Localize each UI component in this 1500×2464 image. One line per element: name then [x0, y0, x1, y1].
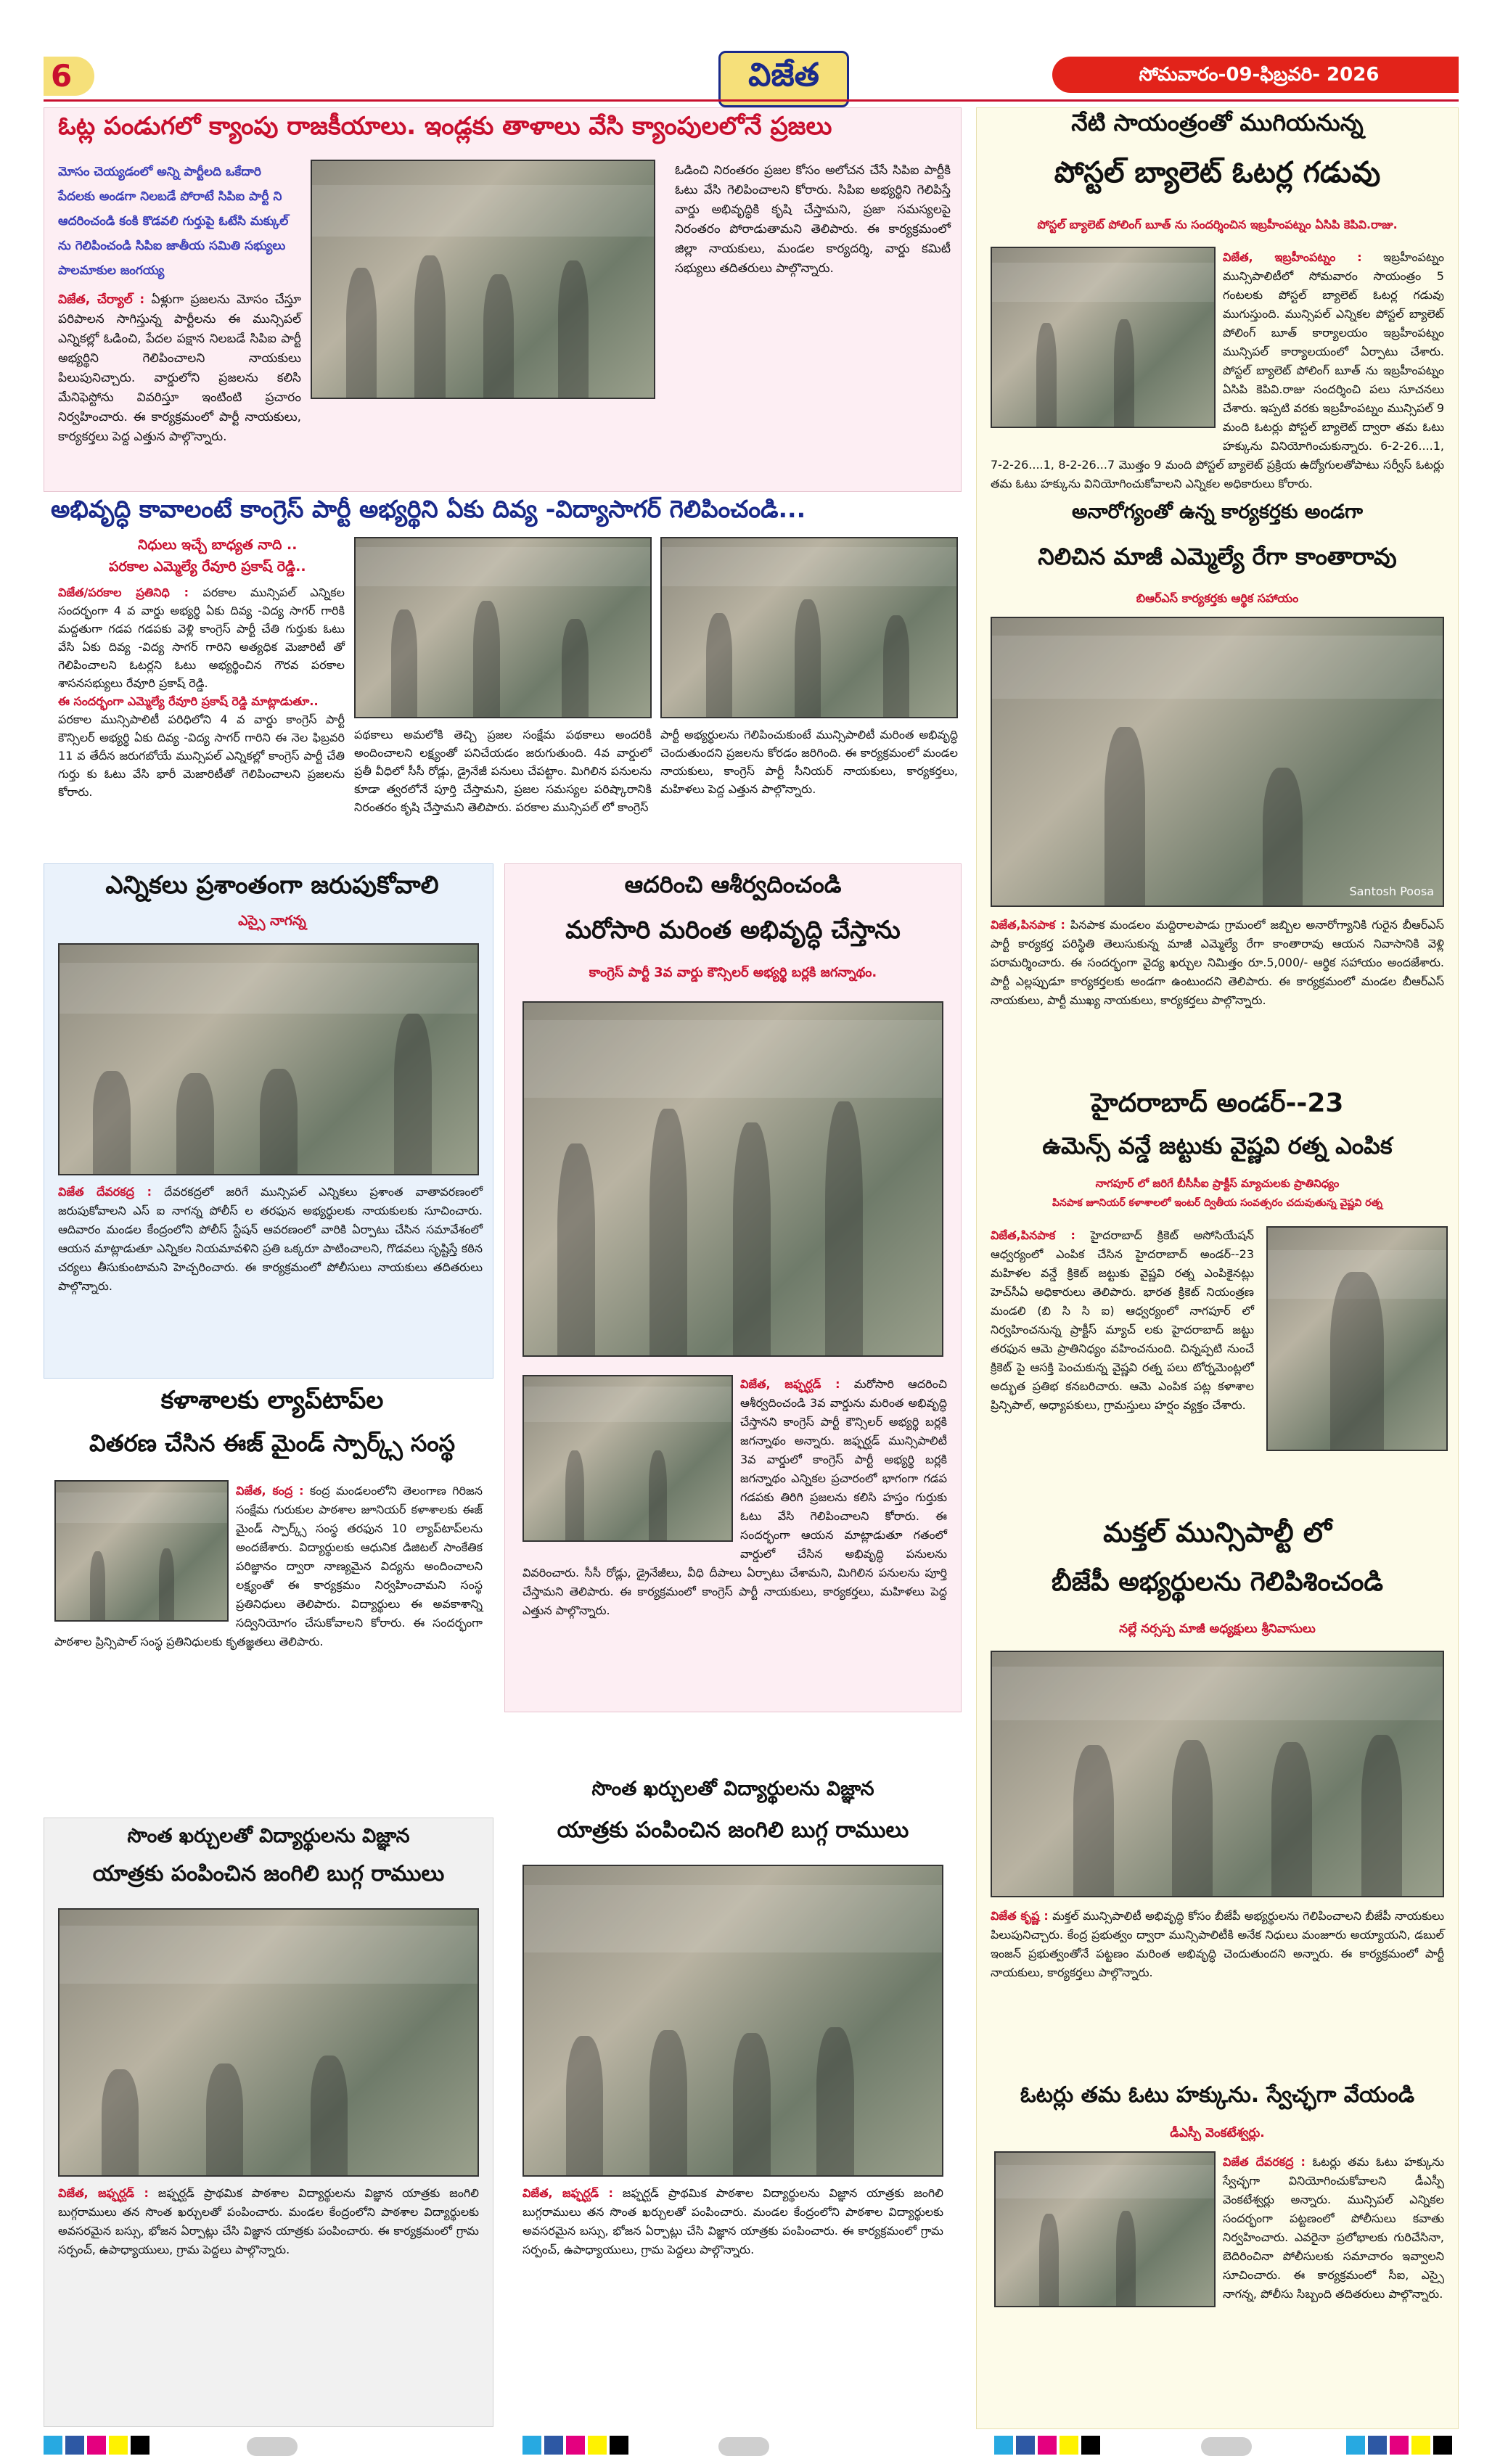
bjp-photo — [991, 1651, 1444, 1897]
congress-photo-1 — [354, 537, 652, 718]
postal-sub: పోస్టల్ బ్యాలెట్ పోలింగ్ బూత్ ను సందర్శించిన ఇబ్రహీంపట్నం ఏసిపి కెపివి.రాజు. — [1037, 218, 1398, 231]
science-mid-body — [522, 2184, 943, 2259]
bjp-text: మక్తల్ మున్సిపాలిటీ అభివృద్ధి కోసం బీజేపీ అభ్యర్థులను గెలిపించాలని బీజేపీ నాయకులు పిలుపునిచ్చారు. కేంద్ర ప్రభుత్వం ద్వారా మున్సిపాలిటీకి అనేక నిధులు మంజూరు అయ్యాయని, డబుల్ ఇంజన్ ప్రభుత్వంతోనే పట్టణం మరింత అభివృద్ధి చెందుతుందని అన్నారు. ఈ కార్యక్రమంలో పార్టీ నాయకులు, కార్యకర్తలు పాల్గొన్నారు. — [991, 1909, 1445, 1979]
elections-text: దేవరకద్రలో జరిగే మున్సిపల్ ఎన్నికలు ప్రశాంత వాతావరణంలో జరుపుకోవాలని ఎస్ ఐ నాగన్న పోలీస్ ల తరఫున అభ్యర్థులకు నాయకులకు సూచించారు. ఆదివారం మండల కేంద్రంలోని పోలీస్ స్టేషన్ ఆవరణంలో వారికి ఏర్పాటు చేసిన సమావేశంలో ఆయన మాట్లాడుతూ ఎన్నికల నియమావళిని ప్రతి ఒక్కరూ పాటించాలని, గొడవలు సృష్టిస్తే కఠిన చర్యలు తీసుకుంటామని హెచ్చరించారు. ఈ కార్యక్రమంలో పోలీసులు నాయకులు తదితరులు పాల్గొన్నారు. — [58, 1185, 483, 1293]
color-swatch — [994, 2436, 1013, 2455]
bjp-dateline: విజేత కృష్ణ : — [991, 1909, 1049, 1923]
congress-headline: అభివృద్ధి కావాలంటే కాంగ్రెస్ పార్టీ అభ్యర్థిని ఏకు దివ్య -విద్యాసాగర్ గెలిపించండి... — [51, 495, 806, 523]
top-story-summary: మోసం చెయ్యడంలో అన్ని పార్టీలది ఒకేదారి పేదలకు అండగా నిలబడే పోరాటే సిపిఐ పార్టీ ని ఆదరించండి కంకి కొడవలి గుర్తుపై ఓటేసి మక్కుల్ ను గెలిపించండి సిపిఐ జాతీయ సమితి సభ్యులు పాలమాకుల జంగయ్య — [58, 165, 289, 278]
science-mid-photo — [522, 1865, 943, 2177]
cricket-body — [991, 1226, 1444, 1458]
color-swatch — [1346, 2436, 1365, 2455]
postal-headline-2: పోస్టల్ బ్యాలెట్ ఓటర్ల గడువు — [1054, 156, 1381, 189]
ward3-headline-2: మరోసారి మరింత అభివృద్ధి చేస్తాను — [565, 916, 901, 945]
header-rule — [44, 99, 1459, 102]
color-swatch — [544, 2436, 563, 2455]
color-swatch — [109, 2436, 128, 2455]
congress-col1-note: ఈ సందర్భంగా ఎమ్మెల్యే రేవూరి ప్రకాష్ రెడ్డి మాట్లాడుతూ.. — [58, 694, 319, 708]
color-swatch — [1390, 2436, 1409, 2455]
registration-pill-3 — [1201, 2437, 1252, 2456]
laptops-headline-2: వితరణ చేసిన ఈజ్ మైండ్ స్పార్క్స్ సంస్థ — [89, 1429, 456, 1457]
laptops-dateline: విజేత, కంద్ర : — [236, 1484, 304, 1498]
color-swatch — [1081, 2436, 1100, 2455]
vote-text: ఓటర్లు తమ ఓటు హక్కును స్వేచ్ఛగా వినియోగించుకోవాలని డీఎస్పీ వెంకటేశ్వర్లు అన్నారు. మున్సిపల్ ఎన్నికల సందర్భంగా పట్టణంలో పోలీసులు కవాతు నిర్వహించారు. ఎవరైనా ప్రలోభాలకు గురిచేసినా, బెదిరించినా పోలీసులకు సమాచారం ఇవ్వాలని సూచించారు. ఈ కార్యక్రమంలో సీఐ, ఎస్సై నాగన్న, పోలీసు సిబ్బంది తదితరులు పాల్గొన్నారు. — [1223, 2155, 1444, 2301]
color-swatch — [522, 2436, 541, 2455]
color-swatch — [87, 2436, 106, 2455]
vote-headline: ఓటర్లు తమ ఓటు హక్కును. స్వేచ్ఛగా వేయండి — [1020, 2082, 1415, 2108]
congress-dateline: విజేత/పరకాల ప్రతినిధి : — [58, 586, 189, 599]
rega-headline-2: నిలిచిన మాజీ ఎమ్మెల్యే రేగా కాంతారావు — [1038, 543, 1397, 570]
laptops-text: కంద్ర మండలంలోని తెలంగాణ గిరిజన సంక్షేమ గురుకుల పాఠశాల జూనియర్ కళాశాలకు ఈజ్ మైండ్ స్పార్క్స్ సంస్థ తరఫున 10 ల్యాప్‌టాప్‌లను అందజేశారు. విద్యార్థులకు ఆధునిక డిజిటల్ సాంకేతిక పరిజ్ఞానం ద్వారా నాణ్యమైన విద్యను అందించాలని లక్ష్యంతో ఈ కార్యక్రమం నిర్వహించామని సంస్థ ప్రతినిధులు తెలిపారు. విద్యార్థులు ఈ అవకాశాన్ని సద్వినియోగం చేసుకోవాలని కోరారు. ఈ సందర్భంగా పాఠశాల ప్రిన్సిపాల్ సంస్థ ప్రతినిధులకు కృతజ్ఞతలు తెలిపారు. — [54, 1484, 483, 1648]
color-bar-group-1 — [44, 2436, 152, 2457]
science-left-headline-2: యాత్రకు పంపించిన జంగిలి బుగ్గ రాములు — [92, 1861, 445, 1886]
color-swatch — [44, 2436, 62, 2455]
color-swatch — [1368, 2436, 1387, 2455]
cricket-text: హైదరాబాద్ క్రికెట్ అసోసియేషన్ ఆధ్వర్యంలో ఎంపిక చేసిన హైదరాబాద్ అండర్--23 మహిళల వన్డే క్రికెట్ జట్టుకు వైష్ణవి రత్న ఎంపికైనట్లు హెచ్‌సీఏ అధికారులు తెలిపారు. భారత క్రికెట్ నియంత్రణ మండలి (బి సి సి ఐ) ఆధ్వర్యంలో నాగపూర్ లో నిర్వహించనున్న ప్రాక్టీస్ మ్యాచ్ లకు హైదరాబాద్ జట్టు తరఫున ఆమె ప్రాతినిధ్యం వహించనుంది. చిన్నప్పటి నుంచే క్రికెట్ పై ఆసక్తి పెంచుకున్న వైష్ణవి రత్న పలు టోర్నమెంట్లలో అద్భుత ప్రతిభ కనబరిచారు. ఆమె ఎంపిక పట్ల కళాశాల ప్రిన్సిపాల్, అధ్యాపకులు, గ్రామస్తులు హర్షం వ్యక్తం చేశారు. — [991, 1228, 1254, 1412]
color-swatch — [566, 2436, 585, 2455]
color-swatch — [1038, 2436, 1057, 2455]
elections-headline: ఎన్నికలు ప్రశాంతంగా జరుపుకోవాలి — [105, 871, 439, 900]
color-swatch — [610, 2436, 628, 2455]
rega-text: పినపాక మండలం మద్దిరాలపాడు గ్రామంలో జబ్బిల అనారోగ్యానికి గురైన బీఆర్ఎస్ పార్టీ కార్యకర్త పరిస్థితి తెలుసుకున్న మాజీ ఎమ్మెల్యే రేగా కాంతారావు ఆయన నివాసానికి వెళ్లి పరామర్శించారు. ఈ సందర్భంగా వైద్య ఖర్చుల నిమిత్తం రూ.5,000/- ఆర్థిక సహాయం అందజేశారు. పార్టీ ఎల్లప్పుడూ కార్యకర్తలకు అండగా ఉంటుందని తెలిపారు. ఈ కార్యక్రమంలో మండల బీఆర్ఎస్ నాయకులు, పార్టీ ముఖ్య నాయకులు, కార్యకర్తలు పాల్గొన్నారు. — [991, 918, 1444, 1007]
masthead: విజేత — [748, 57, 819, 94]
rega-sub: బిఆర్ఎస్ కార్యకర్తకు ఆర్థిక సహాయం — [1136, 591, 1299, 605]
ward3-dateline: విజేత, జఫ్ఫర్ఘడ్ : — [740, 1377, 840, 1391]
science-mid-text: జఫ్ఫర్ఘడ్ ప్రాథమిక పాఠశాల విద్యార్థులను విజ్ఞాన యాత్రకు జంగిలి బుగ్గరాములు తన సొంత ఖర్చులతో పంపించారు. మండల కేంద్రంలోని పాఠశాల విద్యార్థులకు అవసరమైన బస్సు, భోజన ఏర్పాట్లు చేసి విజ్ఞాన యాత్రకు పంపించారు. ఈ కార్యక్రమంలో గ్రామ సర్పంచ్, ఉపాధ్యాయులు, గ్రామ పెద్దలు పాల్గొన్నారు. — [522, 2186, 943, 2256]
elections-dateline: విజేత దేవరకద్ర : — [58, 1185, 152, 1199]
laptops-body — [54, 1482, 483, 1651]
top-story-col1: ఏళ్లుగా ప్రజలను మోసం చేస్తూ పరిపాలన సాగిస్తున్న పార్టీలను ఈ మున్సిపల్ ఎన్నికల్లో ఓడించి, పేదల పక్షాన నిలబడే సిపిఐ పార్టీ అభ్యర్థిని గెలిపించాలని నాయకులు పిలుపునిచ్చారు. వార్డులోని ప్రజలను కలిసి మేనిఫెస్టోను వివరిస్తూ ఇంటింటి ప్రచారం నిర్వహించారు. ఈ కార్యక్రమంలో పార్టీ నాయకులు, కార్యకర్తలు పెద్ద ఎత్తున పాల్గొన్నారు. — [58, 292, 302, 444]
rega-headline-1: అనారోగ్యంతో ఉన్న కార్యకర్తకు అండగా — [1072, 501, 1363, 523]
ward3-byline: కాంగ్రెస్ పార్టీ 3వ వార్డు కౌన్సిలర్ అభ్యర్థి బర్లకి జగన్నాథం. — [589, 965, 877, 980]
congress-col3: పార్టీ అభ్యర్థులను గెలిపించుకుంటే మున్సిపాలిటీ మరింత అభివృద్ధి చెందుతుందని ప్రజలను కోరడం జరిగింది. ఈ కార్యక్రమంలో మండల నాయకులు, కాంగ్రెస్ పార్టీ సీనియర్ నాయకులు, కార్యకర్తలు, మహిళలు పెద్ద ఎత్తున పాల్గొన్నారు. — [660, 728, 958, 796]
color-swatch — [1411, 2436, 1430, 2455]
congress-col1b: పరకాల మున్సిపాలిటీ పరిధిలోని 4 వ వార్డు కాంగ్రెస్ పార్టీ కౌన్సిలర్ అభ్యర్థి ఏకు దివ్య -విద్య సాగర్ గారిని ఈ నెల ఫిబ్రవరి 11 వ తేదీన జరుగబోయే మున్సిపల్ ఎన్నికల్లో కాంగ్రెస్ పార్టీ చేతి గుర్తు కు ఓటు వేసి భారీ మెజారిటీతో గెలిపించాలని ప్రజలను కోరారు. — [58, 712, 345, 799]
elections-byline: ఎస్సై నాగన్న — [238, 913, 306, 929]
postal-dateline: విజేత, ఇబ్రహీంపట్నం : — [1223, 250, 1362, 264]
cricket-headline-1: హైదరాబాద్ అండర్--23 — [1091, 1088, 1344, 1118]
vote-byline: డీఎస్పీ వెంకటేశ్వర్లు. — [1170, 2126, 1265, 2140]
color-bar-group-4 — [1346, 2436, 1455, 2457]
congress-sub1: నిధులు ఇచ్చే బాధ్యత నాది .. — [138, 537, 298, 553]
cricket-headline-2: ఉమెన్స్ వన్డే జట్టుకు వైష్ణవి రత్న ఎంపిక — [1042, 1132, 1393, 1159]
laptops-headline-1: కళాశాలకు ల్యాప్‌టాప్‌ల — [160, 1386, 384, 1415]
date-text: సోమవారం-09-ఫిబ్రవరి- 2026 — [1139, 64, 1380, 86]
ward3-body — [522, 1375, 947, 1620]
postal-headline-1: నేటి సాయంత్రంతో ముగియనున్న — [1071, 109, 1364, 136]
registration-pill-2 — [718, 2437, 769, 2456]
rega-photo-credit: Santosh Poosa — [1349, 884, 1434, 898]
ward3-text: మరోసారి ఆదరించి ఆశీర్వదించండి 3వ వార్డును మరింత అభివృద్ధి చేస్తానని కాంగ్రెస్ పార్టీ కౌన్సిలర్ అభ్యర్థి బర్లకి జగన్నాథం అన్నారు. జఫ్ఫర్ఘడ్ మున్సిపాలిటీ 3వ వార్డులో కాంగ్రెస్ పార్టీ అభ్యర్థి బర్లకి జగన్నాథం ఎన్నికల ప్రచారంలో భాగంగా గడప గడపకు తిరిగి ప్రజలను కలిసి హస్తం గుర్తుకు ఓటు వేసి గెలిపించాలని కోరారు. ఈ సందర్భంగా ఆయన మాట్లాడుతూ గతంలో వార్డులో చేసిన అభివృద్ధి పనులను వివరించారు. సీసీ రోడ్లు, డ్రైనేజీలు, వీధి దీపాలు ఏర్పాటు చేశామని, మిగిలిన పనులను పూర్తి చేస్తామని తెలిపారు. ఈ కార్యక్రమంలో కాంగ్రెస్ పార్టీ నాయకులు, కార్యకర్తలు, మహిళలు పెద్ద ఎత్తున పాల్గొన్నారు. — [522, 1377, 947, 1617]
congress-col1: పరకాల మున్సిపల్ ఎన్నికల సందర్భంగా 4 వ వార్డు అభ్యర్థి ఏకు దివ్య -విద్య సాగర్ గారికి మద్దతుగా గడప గడపకు వెళ్లి కాంగ్రెస్ పార్టీ చేతి గుర్తుకు ఓటు వేసి ఏకు దివ్య -విద్య సాగర్ గారిని అత్యధిక మెజారిటీ తో గెలిపించాలని ఓటర్లని ఓటు అభ్యర్థించిన గౌరవ పరకాల శాసనసభ్యులు రేవూరి ప్రకాష్ రెడ్డి. — [58, 586, 345, 690]
cricket-sub-1: నాగపూర్ లో జరిగే బీసీసీఐ ప్రాక్టీస్ మ్యాచులకు ప్రాతినిధ్యం — [1095, 1177, 1340, 1190]
congress-body-col1 — [58, 583, 345, 801]
color-swatch — [65, 2436, 84, 2455]
color-swatch — [588, 2436, 607, 2455]
elections-body — [58, 1183, 483, 1296]
color-bars-footer — [0, 2434, 1500, 2463]
color-swatch — [1060, 2436, 1078, 2455]
congress-col2: పథకాలు అమలోకి తెచ్చి ప్రజల సంక్షేమ పథకాలు అందరికీ అందించాలని లక్ష్యంతో పనిచేయడం జరుగుతుంది. 4వ వార్డులో ప్రతీ వీధిలో సీసీ రోడ్లు, డ్రైనేజీ పనులు చేపట్టాం. మిగిలిన పనులను కూడా త్వరలోనే పూర్తి చేస్తామని, ప్రజల సమస్యల పరిష్కారానికి నిరంతరం కృషి చేస్తామని తెలిపారు. పరకాల మున్సిపల్ లో కాంగ్రెస్ — [354, 728, 652, 814]
vote-dateline: విజేత దేవరకద్ర : — [1223, 2155, 1306, 2169]
cricket-dateline: విజేత,పినపాక : — [991, 1228, 1075, 1242]
vote-body — [994, 2153, 1444, 2316]
science-left-text: జఫ్ఫర్ఘడ్ ప్రాథమిక పాఠశాల విద్యార్థులను విజ్ఞాన యాత్రకు జంగిలి బుగ్గరాములు తన సొంత ఖర్చులతో పంపించారు. మండల కేంద్రంలోని పాఠశాల విద్యార్థులకు అవసరమైన బస్సు, భోజన ఏర్పాట్లు చేసి విజ్ఞాన యాత్రకు పంపించారు. ఈ కార్యక్రమంలో గ్రామ సర్పంచ్, ఉపాధ్యాయులు, గ్రామ పెద్దలు పాల్గొన్నారు. — [58, 2186, 479, 2256]
congress-sub2: పరకాల ఎమ్మెల్యే రేవూరి ప్రకాష్ రెడ్డి.. — [109, 559, 306, 575]
page-number: 6 — [51, 58, 73, 94]
rega-dateline: విజేత,పినపాక : — [991, 918, 1065, 932]
top-story-headline: ఓట్ల పండుగలో క్యాంపు రాజకీయాలు. ఇండ్లకు తాళాలు వేసి క్యాంపులలోనే ప్రజలు — [58, 112, 832, 141]
congress-photo-2 — [660, 537, 958, 718]
color-bar-group-2 — [522, 2436, 631, 2457]
elections-photo — [58, 943, 479, 1175]
ward3-headline-1: ఆదరించి ఆశీర్వదించండి — [624, 871, 842, 898]
cricket-sub-2: పినపాక జూనియర్ కళాశాలలో ఇంటర్ ద్వితీయ సంవత్సరం చదువుతున్న వైష్ణవి రత్న — [1052, 1197, 1382, 1209]
bjp-headline-1: మక్తల్ మున్సిపాల్టీ లో — [1103, 1516, 1332, 1548]
registration-pill-1 — [247, 2437, 298, 2456]
ward3-photo-main — [522, 1001, 943, 1357]
top-story-photo — [311, 160, 655, 399]
science-left-headline-1: సొంత ఖర్చులతో విద్యార్థులను విజ్ఞాన — [127, 1825, 410, 1847]
postal-body — [991, 248, 1444, 493]
science-mid-headline-2: యాత్రకు పంపించిన జంగిలి బుగ్గ రాములు — [557, 1818, 909, 1843]
postal-text: ఇబ్రహీంపట్నం మున్సిపాలిటీలో సోమవారం సాయంత్రం 5 గంటలకు పోస్టల్ బ్యాలెట్ ఓటర్ల గడువు ముగుస్తుంది. మున్సిపల్ ఎన్నికల పోస్టల్ బ్యాలెట్ పోలింగ్ బూత్ కార్యాలయం ఇబ్రహీంపట్నం మున్సిపల్ కార్యాలయంలో ఏర్పాటు చేశారు. పోస్టల్ బ్యాలెట్ పోలింగ్ బూత్ ను ఇబ్రహీంపట్నం ఏసిపి కెపివి.రాజు సందర్శించి పలు సూచనలు చేశారు. ఇప్పటి వరకు ఇబ్రహీంపట్నం మున్సిపల్ 9 మంది ఓటర్లు పోస్టల్ బ్యాలెట్ ద్వారా తమ ఓటు హక్కును వినియోగించుకున్నారు. 6-2-26....1, 7-2-26....1, 8-2-26...7 మొత్తం 9 మంది పోస్టల్ బ్యాలెట్ ప్రక్రియ ఉద్యోగులతోపాటు సర్వీస్ ఓటర్లు తమ ఓటు హక్కును వినియోగించుకోవాలని ఎన్నికల అధికారులు కోరారు. — [991, 250, 1445, 490]
bjp-body — [991, 1907, 1444, 1982]
science-mid-headline-1: సొంత ఖర్చులతో విద్యార్థులను విజ్ఞాన — [591, 1778, 874, 1800]
science-left-body — [58, 2184, 479, 2259]
color-swatch — [1433, 2436, 1452, 2455]
color-swatch — [131, 2436, 149, 2455]
science-left-dateline: విజేత, జఫ్ఫర్ఘడ్ : — [58, 2186, 149, 2200]
science-left-photo — [58, 1908, 479, 2177]
top-story-dateline: విజేత, చేర్యాల్ : — [58, 292, 145, 307]
bjp-headline-2: బీజేపీ అభ్యర్థులను గెలిపిశించండి — [1052, 1567, 1383, 1597]
science-mid-dateline: విజేత, జఫ్ఫర్ఘడ్ : — [522, 2186, 613, 2200]
rega-photo — [991, 617, 1444, 907]
rega-body — [991, 916, 1444, 1010]
top-story-body-left — [58, 290, 301, 447]
top-story-col2: ఓడించి నిరంతరం ప్రజల కోసం అలోచన చేసే సిపిఐ పార్టీకి ఓటు వేసి గెలిపించాలని కోరారు. సిపిఐ అభ్యర్థిని గెలిపిస్తే వార్డు అభివృద్ధికి కృషి చేస్తామని, ప్రజా సమస్యలపై నిరంతరం పోరాడుతామని తెలిపారు. ఈ కార్యక్రమంలో జిల్లా నాయకులు, మండల కార్యదర్శి, వార్డు కమిటీ సభ్యులు తదితరులు పాల్గొన్నారు. — [675, 163, 951, 276]
bjp-byline: నల్లే నర్సప్ప మాజీ అధ్యక్షులు శ్రీనివాసులు — [1119, 1622, 1316, 1636]
color-bar-group-3 — [994, 2436, 1103, 2457]
color-swatch — [1016, 2436, 1035, 2455]
page-header — [0, 0, 1500, 98]
